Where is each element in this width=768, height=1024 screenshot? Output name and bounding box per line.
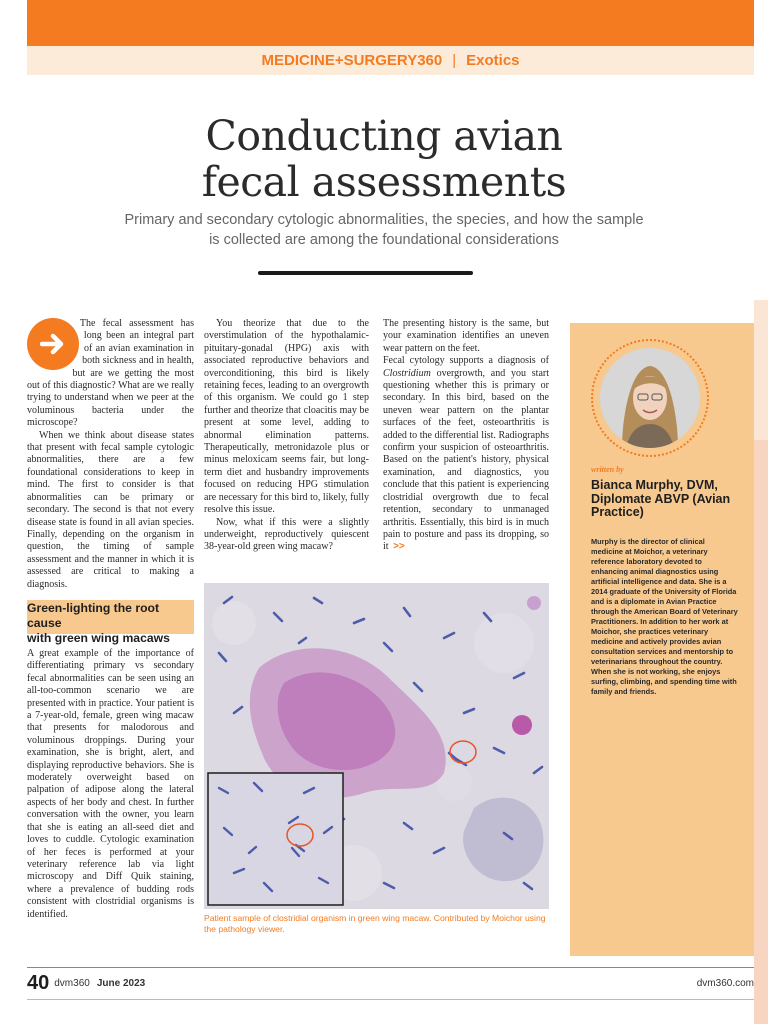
body-paragraph [383,355,549,554]
website-link[interactable]: dvm360.com [696,977,754,989]
organism-name: Clostridium [383,367,431,379]
top-color-bar [27,0,754,46]
page-number: 40 [27,971,50,994]
page-footer [27,971,754,995]
text-run: overgrowth, and you start questioning whether this is primary or secondary. In this bird, based on the uneven wear pattern on the plantar surfaces of the feet, osteoarthritis is added to the differential list. Radiographs confirm your suspicion of osteoarthritis. Based on the patient's history, physical examination, and diagnostics, you conclude that this patient is experiencing clostridial overgrowth due to fecal retention, secondary to unmanaged arthritis. Essentially, this bird is in much pain to posture and pass its dropping, so it [383,367,549,553]
body-paragraph: When we think about disease states that present with fecal sample cytologic abnormalities, there are a few foundational considerations to keep in mind. The first to consider is that abnormalities can be primary or secondary. The second is that not every disease state is found in all avian species. Finally, depending on the organism in question, the timing of sample assessment and the manner in which it is assessed are critical to making a diagnosis. [27,429,194,590]
body-paragraph: A great example of the importance of differentiating primary vs secondary fecal abnormalities can be seen using an all-too-common scenario we are presented with in practice. Your patient is a 7-year-old, female, green wing macaw that presents for malodorous and voluminous droppings. During your examination, she is bright, alert, and displaying reproductive behaviors. She is moderately overweight based on palpation of adipose along the lateral aspects of her body and chest. In further conversation with the owner, you learn that she is eating an all-seed diet and loves to cuddle. Cytologic examination of her feces is performed at your veterinary reference lab via light microscopy and Diff Quik staining, where a prevalence of budding rods consistent with clostridial organisms is identified. [27,648,194,920]
footer-bottom-divider [27,999,754,1000]
publication-name: dvm360 [54,977,90,989]
article-title [100,113,668,205]
section-separator: | [452,52,457,69]
column-2 [204,318,369,554]
section-category: Exotics [466,52,520,69]
footer-divider [27,967,754,968]
body-paragraph: Now, what if this were a slightly underweight, reproductively quiescent 38-year-old green wing macaw? [204,516,369,553]
arrow-right-icon [27,318,79,370]
subhead-line-1: Green-lighting the root cause [27,601,160,630]
issue-date: June 2023 [96,977,146,989]
column-1 [27,318,194,591]
article-subtitle: Primary and secondary cytologic abnormalities, the species, and how the sample is collected are among the foundational considerations [124,212,644,248]
continue-arrow-icon[interactable]: >> [393,541,405,553]
author-photo [600,348,700,448]
microscopy-image [204,583,549,909]
title-line-2: fecal assessments [201,158,567,206]
section-name: MEDICINE+SURGERY360 [261,52,443,69]
column-1-lower [27,648,194,921]
written-by-label: written by [591,465,624,474]
body-paragraph: You theorize that due to the overstimulation of the hypothalamic-pituitary-gonadal (HPG) axis with associated reproductive behaviors and overconditioning, this bird is likely retaining feces, leading to an overgrowth of this organism. We could go 1 step further and theorize that cloacitis may be present at some level, adding to abnormal elimination patterns. Therapeutically, metronidazole plus or minus meloxicam seems fair, but long-term diet and husbandry improvements focused on reducing HPG stimulation are necessary for this bird to, likely, fully resolve this issue. [204,318,369,516]
image-caption: Patient sample of clostridial organism in green wing macaw. Contributed by Moichor using the pathology viewer. [204,913,546,934]
intro-paragraph: The fecal assessment has long been an integral part of an avian examination in both sickness and in health, but are we getting the most out of this diagnostic? What are we really trying to understand when we peer at the voluminous bacteria under the microscope? [27,318,194,429]
text-run: Fecal cytology supports a diagnosis of [383,355,549,367]
title-divider [258,271,473,275]
section-header [27,46,754,75]
body-paragraph: The presenting history is the same, but your examination identifies an uneven wear pattern on the feet. [383,318,549,354]
column-3 [383,318,549,554]
author-bio: Murphy is the director of clinical medicine at Moichor, a veterinary reference laboratory devoted to enhancing animal diagnostics using artificial intelligence and data. She is a 2014 graduate of the University of Florida and is a diplomate in Avian Practice through the American Board of Veterinary Practitioners. In addition to her work at Moichor, she practices veterinary medicine and actively provides avian consultation services and mentorship to veterinarians throughout the country. When she is not working, she enjoys surfing, climbing, and spending time with family and friends. [591,537,738,696]
section-subhead [27,600,194,645]
side-edge-tab-accent [754,440,768,1024]
subhead-line-2: with green wing macaws [27,631,170,645]
title-line-1: Conducting avian [205,112,563,160]
author-name: Bianca Murphy, DVM, Diplomate ABVP (Avian Practice) [591,478,731,519]
